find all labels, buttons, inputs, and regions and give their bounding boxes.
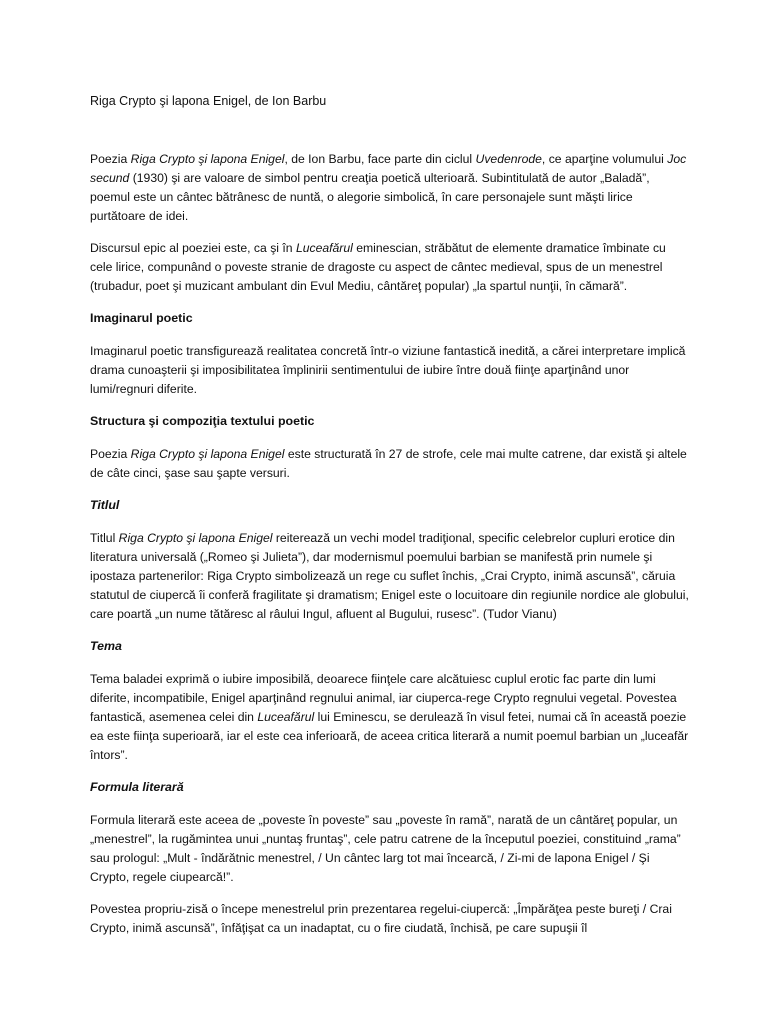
text-span: , ce aparţine volumului [541, 152, 668, 166]
text-span: reiterează un vechi model tradiţional, specific celebrelor cupluri erotice din literatura universală („Romeo şi Julieta”), dar modernismul poemului barbian se manifestă prin numele şi ipostaza partenerilor: Riga Crypto simbolizează un rege cu suflet închis, „Crai Crypto, inimă ascunsă”, căruia statutul de ciupercă îi conferă fragilitate şi dramatism; Enigel este o locuitoare din regiunile nordice ale globului, care poartă „un nume tătăresc al râului Ingul, afluent al Bugului, rusesc”. (Tudor Vianu) [90, 531, 689, 621]
paragraph-formula: Formula literară este aceea de „poveste în poveste” sau „poveste în ramă”, narată de un cântăreţ popular, un „menestrel”, la rugămintea unui „nuntaş fruntaş”, cele patru catrene de la începutul poeziei, constituind „rama” sau prologul: „Mult - îndărătnic menestrel, / Un cântec larg tot mai încearcă, / Zi-mi de lapona Enigel / Şi Crypto, regele ciupearcă!”. [90, 813, 681, 884]
heading-tema: Tema [90, 639, 122, 653]
heading-formula: Formula literară [90, 780, 184, 794]
text-span: (1930) şi are valoare de simbol pentru creaţia poetică ulterioară. Subintitulată de autor „Baladă”, poemul este un cântec bătrânesc de nuntă, o alegorie simbolică, în care personajele sunt măşti lirice purtătoare de idei. [90, 171, 650, 223]
paragraph-tema [90, 670, 690, 765]
text-span: Tema baladei exprimă o iubire imposibilă, deoarece fiinţele care alcătuiesc cuplul erotic fac parte din lumi diferite, incompatibile, Enigel aparţinând regnului animal, iar ciuperca-rege Crypto regnului vegetal. Povestea fantastică, asemenea celei din [90, 672, 677, 724]
text-span: Poezia [90, 152, 131, 166]
paragraph-intro [90, 150, 690, 226]
luceafarul-italic: Luceafărul [295, 241, 353, 255]
paragraph-structura [90, 445, 690, 483]
text-span: Titlul [90, 531, 119, 545]
heading-structura: Structura şi compoziţia textului poetic [90, 414, 315, 428]
text-span: Discursul epic al poeziei este, ca şi în [90, 241, 296, 255]
cycle-name-italic: Uvedenrode [475, 152, 542, 166]
document-title: Riga Crypto şi lapona Enigel, de Ion Barbu [90, 94, 327, 108]
heading-imaginar: Imaginarul poetic [90, 311, 193, 325]
text-span: Poezia [90, 447, 131, 461]
heading-titlul: Titlul [90, 498, 120, 512]
paragraph-discourse [90, 239, 690, 296]
poem-title-italic: Riga Crypto şi lapona Enigel [130, 447, 285, 461]
poem-title-italic: Riga Crypto şi lapona Enigel [130, 152, 285, 166]
luceafarul-italic: Luceafărul [257, 710, 315, 724]
text-span: este structurată în 27 de strofe, cele mai multe catrene, dar există şi altele de câte cinci, şase sau şapte versuri. [90, 447, 687, 480]
paragraph-imaginar: Imaginarul poetic transfigurează realitatea concretă într-o viziune fantastică inedită, a cărei interpretare implică drama cunoaşterii şi imposibilitatea împlinirii sentimentului de iubire între două fiinţe aparţinând unor lumi/regnuri diferite. [90, 344, 686, 396]
text-span: , de Ion Barbu, face parte din ciclul [284, 152, 476, 166]
document-body [90, 150, 690, 938]
paragraph-poveste: Povestea propriu-zisă o începe menestrelul prin prezentarea regelui-ciupercă: „Împărăţea peste bureţi / Crai Crypto, inimă ascunsă”, înfăţişat ca un inadaptat, cu o fire ciudată, închisă, pe care supuşii îl [90, 902, 672, 935]
paragraph-titlul [90, 529, 690, 624]
text-span: lui Eminescu, se derulează în visul fetei, numai că în această poezie ea este fiinţa superioară, iar el este cea inferioară, de aceea critica literară a numit poemul barbian un „luceafăr întors”. [90, 710, 689, 762]
poem-title-italic: Riga Crypto şi lapona Enigel [118, 531, 273, 545]
volume-name-italic: Joc secund [90, 152, 687, 185]
text-span: eminescian, străbătut de elemente dramatice îmbinate cu cele lirice, compunând o poveste stranie de dragoste cu aspect de cântec medieval, spus de un menestrel (trubadur, poet şi muzicant ambulant din Evul Mediu, cântăreţ popular) „la spartul nunţii, în cămară”. [90, 241, 666, 293]
